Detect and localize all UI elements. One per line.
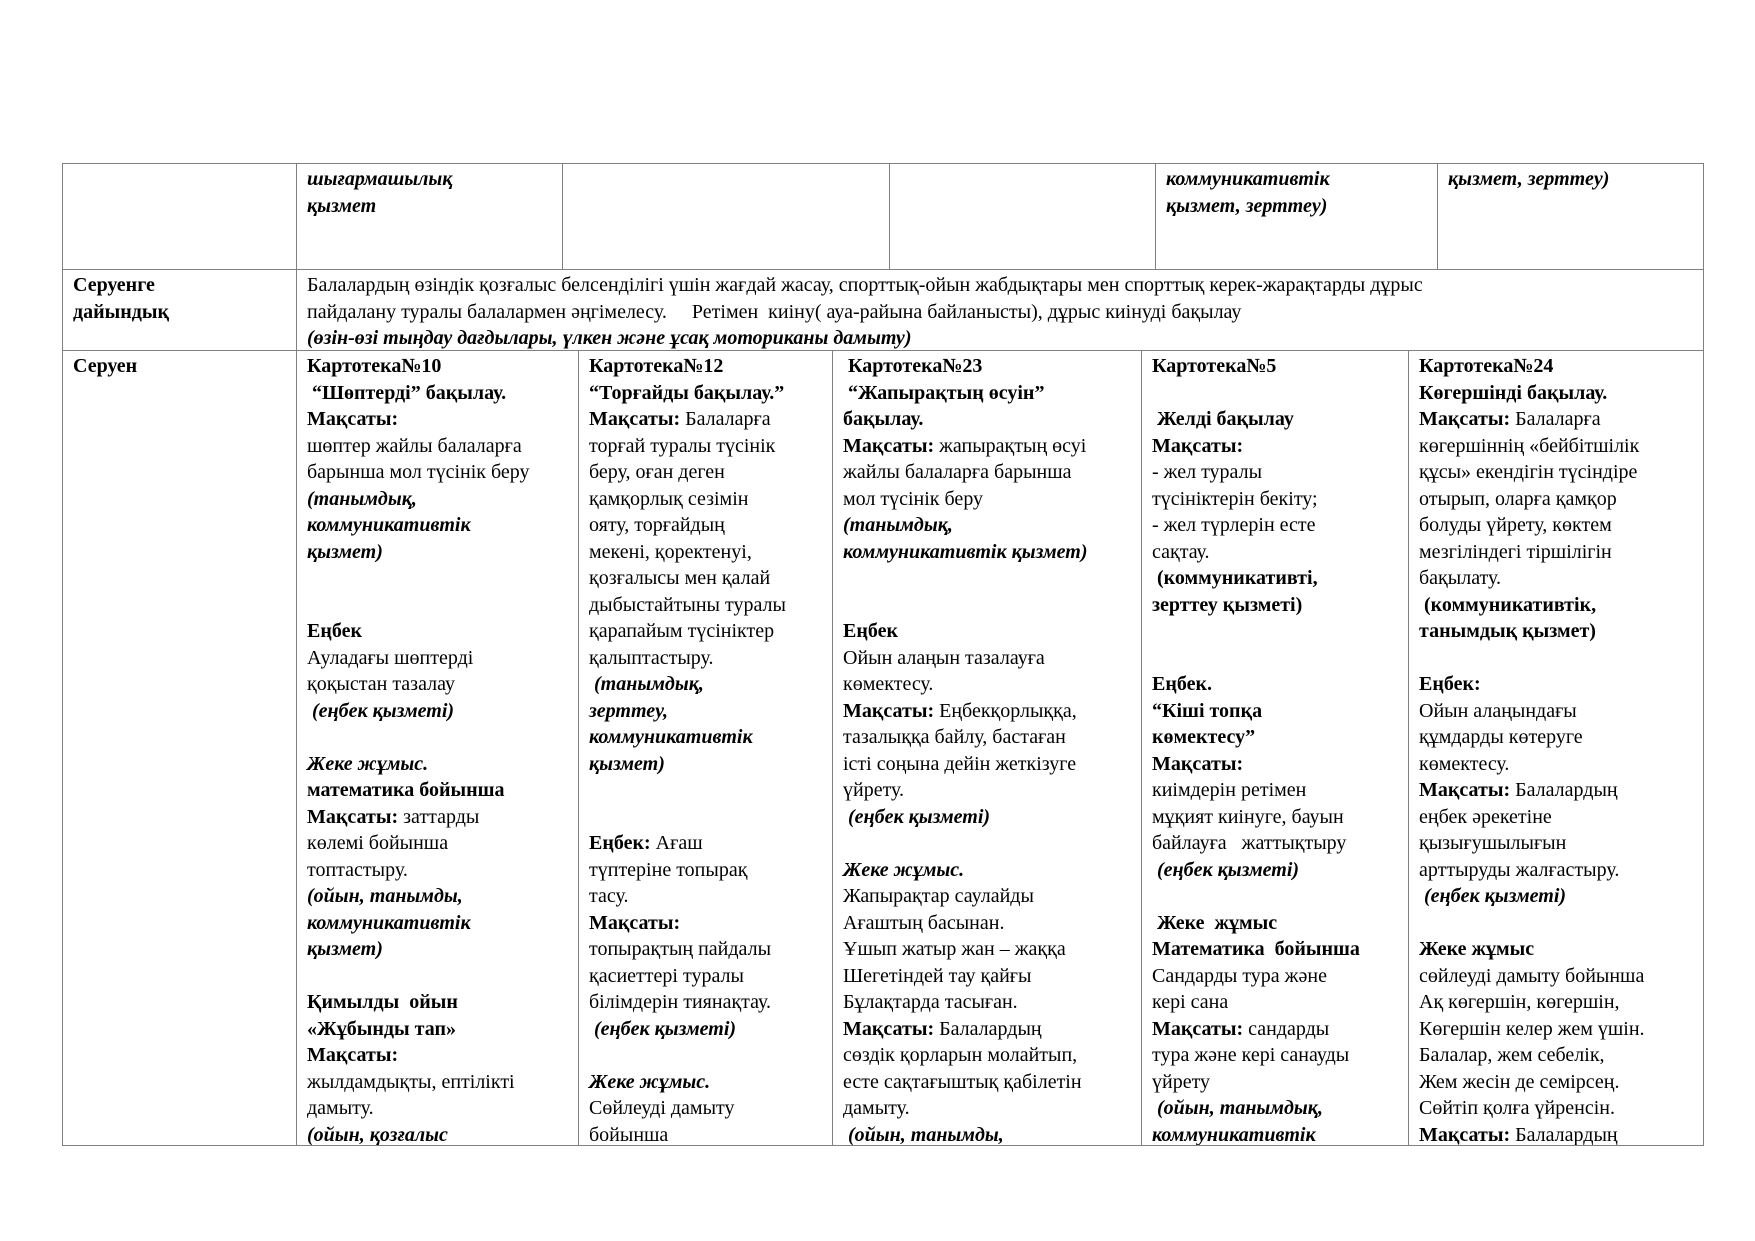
walk-col4-line: коммуникативтік: [1152, 1123, 1316, 1145]
label-text: Балаларға: [1510, 408, 1601, 430]
walk-col2-line: Картотека№12: [589, 355, 724, 377]
walk-col5-line: (еңбек қызметі): [1419, 885, 1567, 907]
walk-col5-line: Жеке жұмыс: [1419, 938, 1535, 960]
walk-col5-line: бақылату.: [1419, 567, 1502, 589]
walk-col2-line: қалыптастыру.: [589, 646, 714, 669]
walk-col5-line: Көгершін келер жем үшін.: [1419, 1017, 1645, 1040]
walk-col1-line: математика бойынша: [307, 779, 505, 801]
walk-col4-line: Сандарды тура және: [1152, 964, 1327, 987]
prep-text: [297, 272, 1703, 352]
label-bold: Мақсаты:: [1419, 408, 1511, 430]
walk-col3-line: Картотека№23: [843, 355, 983, 377]
walk-col1-line: [307, 724, 568, 751]
walk-col2-line: (еңбек қызметі): [589, 1017, 737, 1040]
walk-col5-line: құмдарды көтеруге: [1419, 726, 1583, 748]
walk-col-3: [833, 353, 1141, 1145]
walk-col1-line: шөптер жайлы балаларға: [307, 434, 522, 457]
walk-col1-line: Картотека№10: [307, 355, 442, 377]
walk-col1-line: топтастыру.: [307, 858, 408, 881]
walk-col1-line: жылдамдықты, ептілікті: [307, 1070, 515, 1093]
walk-col1-line: қызмет): [307, 938, 383, 960]
walk-col1-line: қоқыстан тазалау: [307, 673, 455, 695]
walk-col1-line: «Жұбынды тап»: [307, 1017, 456, 1040]
walk-col1-line: [307, 804, 568, 831]
walk-col2-line: қамқорлық сезімін: [589, 487, 749, 510]
cont-cell-2-line-1: шығармашылық: [307, 168, 453, 190]
walk-col1-line: Қимылды ойын: [307, 991, 458, 1013]
cont-cell-2-line-2: қызмет: [307, 194, 377, 217]
cont-cell-6-line-1: қызмет, зерттеу): [1448, 168, 1610, 190]
walk-col2-line: қарапайым түсініктер: [589, 620, 775, 642]
walk-col3-line: Жапырақтар саулайды: [843, 885, 1034, 907]
label-text: Балаларға: [680, 408, 771, 430]
walk-col3-line: Ойын алаңын тазалауға: [843, 646, 1045, 669]
walk-col-2: [579, 353, 832, 1145]
walk-col4-line: [1152, 883, 1398, 910]
walk-col4-line: байлауға жаттықтыру: [1152, 832, 1347, 854]
walk-col5-line: құсы» екендігін түсіндіре: [1419, 461, 1638, 483]
walk-col5-line: Балалар, жем себелік,: [1419, 1044, 1605, 1066]
walk-col1-line: коммуникативтік: [307, 514, 471, 536]
label-bold: Мақсаты:: [307, 805, 399, 828]
cont-cell-6: [1438, 166, 1704, 193]
walk-col1-line: Жеке жұмыс.: [307, 752, 429, 775]
walk-col4-line: киімдерін ретімен: [1152, 779, 1307, 801]
walk-col3-line: [843, 1016, 1131, 1043]
walk-col4-line: (коммуникативті,: [1152, 567, 1318, 589]
walk-col3-line: бақылау.: [843, 408, 924, 430]
walk-col5-line: көмектесу.: [1419, 752, 1510, 775]
walk-col2-line: [589, 1042, 822, 1069]
table-row-walk: [62, 350, 1704, 1146]
walk-col3-line: мол түсінік беру: [843, 487, 984, 510]
walk-col1-line: дамыту.: [307, 1097, 374, 1119]
walk-col3-line: есте сақтағыштық қабілетін: [843, 1070, 1082, 1093]
table-row-continuation: [62, 163, 1704, 270]
walk-col3-line: Ұшып жатыр жан – жаққа: [843, 938, 1066, 960]
walk-col3-line: [843, 565, 1131, 592]
walk-col3-line: жайлы балаларға барынша: [843, 461, 1072, 483]
label-text: жапырақтың өсуі: [934, 434, 1087, 457]
prep-text-line-1: Балалардың өзіндік қозғалыс белсенділігі үшін жағдай жасау, спорттық-ойын жабдықтары мен спорттық керек-жарақтарды дұрыс: [307, 274, 1423, 296]
prep-text-line-3: (өзін-өзі тыңдау дағдылары, үлкен және ұсақ моториканы дамыту): [307, 327, 912, 349]
walk-col4-line: - жел түрлерін есте: [1152, 514, 1316, 536]
prep-label-line-2: дайындық: [73, 300, 170, 323]
walk-col2-line: қызмет): [589, 752, 665, 775]
walk-col5-line: [1419, 1122, 1694, 1146]
walk-col2-line: Мақсаты:: [589, 911, 681, 934]
walk-col4-line: тура және кері санауды: [1152, 1044, 1350, 1066]
walk-col1-line: [307, 565, 568, 592]
walk-col5-line: [1419, 910, 1694, 937]
walk-col5-line: (коммуникативтік,: [1419, 593, 1597, 616]
walk-col3-line: коммуникативтік қызмет): [843, 540, 1088, 563]
walk-col2-line: [589, 804, 822, 831]
walk-col4-line: кері сана: [1152, 991, 1229, 1013]
cont-cell-5-line-1: коммуникативтік: [1166, 168, 1330, 190]
walk-col2-line: торғай туралы түсінік: [589, 434, 776, 457]
walk-col3-line: (ойын, танымды,: [843, 1123, 1004, 1145]
walk-col2-line: ояту, торғайдың: [589, 514, 725, 536]
label-bold: Мақсаты:: [843, 1017, 935, 1040]
prep-label: [63, 272, 296, 325]
walk-col4-line: Мақсаты:: [1152, 434, 1244, 457]
walk-col4-line: [1152, 380, 1398, 407]
walk-col4-line: (ойын, танымдық,: [1152, 1097, 1323, 1119]
label-text: Балалардың: [934, 1017, 1042, 1040]
walk-col5-line: болуды үйрету, көктем: [1419, 514, 1612, 536]
prep-text-line-2: пайдалану туралы балалармен әңгімелесу. Ретімен киіну( ауа-райына байланысты), дұрыс киінуді бақылау: [307, 300, 1242, 323]
walk-col3-line: Шегетіндей тау қайғы: [843, 964, 1032, 987]
walk-label-text: Серуен: [73, 355, 138, 377]
walk-col3-line: [843, 830, 1131, 857]
walk-col5-line: Сөйтіп қолға үйренсін.: [1419, 1097, 1615, 1119]
walk-col4-line: зерттеу қызметі): [1152, 593, 1303, 616]
walk-col5-line: қызығушылығын: [1419, 832, 1567, 854]
walk-col3-line: (еңбек қызметі): [843, 805, 991, 828]
walk-col4-line: Еңбек.: [1152, 673, 1212, 695]
walk-col3-line: (танымдық,: [843, 514, 953, 536]
walk-col1-line: (еңбек қызметі): [307, 699, 455, 722]
walk-col3-line: істі соңына дейін жеткізуге: [843, 752, 1077, 775]
walk-col3-line: дамыту.: [843, 1097, 910, 1119]
label-bold: Мақсаты:: [1152, 1017, 1244, 1040]
walk-col3-line: Еңбек: [843, 620, 898, 642]
label-text: Ағаш: [650, 832, 703, 854]
walk-col2-line: қасиеттері туралы: [589, 964, 744, 987]
walk-col2-line: [589, 830, 822, 857]
walk-col2-line: дыбыстайтыны туралы: [589, 593, 786, 616]
walk-col2-line: топырақтың пайдалы: [589, 938, 772, 960]
table-row-preparation: [62, 269, 1704, 351]
walk-col3-line: “Жапырақтың өсуін”: [843, 381, 1045, 404]
walk-col2-line: түптеріне топырақ: [589, 858, 748, 881]
walk-col1-line: (ойын, қозғалыс: [307, 1123, 448, 1145]
walk-col1-line: [307, 963, 568, 990]
walk-col5-line: Көгершінді бақылау.: [1419, 381, 1608, 404]
walk-col5-line: еңбек әрекетіне: [1419, 805, 1552, 828]
walk-col1-line: (танымдық,: [307, 487, 417, 510]
walk-col4-line: - жел туралы: [1152, 461, 1263, 483]
walk-col5-line: [1419, 645, 1694, 672]
walk-col3-line: [843, 433, 1131, 460]
walk-col1-line: Мақсаты:: [307, 408, 399, 430]
walk-col2-line: [589, 406, 822, 433]
label-bold: Еңбек:: [589, 832, 651, 854]
walk-col1-line: “Шөптерді” бақылау.: [307, 381, 507, 404]
walk-col2-line: Сөйлеуді дамыту: [589, 1097, 735, 1119]
walk-col2-line: мекені, қоректенуі,: [589, 540, 752, 563]
walk-col5-line: көгершіннің «бейбітшілік: [1419, 434, 1640, 457]
walk-col5-line: [1419, 406, 1694, 433]
label-bold: Мақсаты:: [843, 434, 935, 457]
walk-col1-line: (ойын, танымды,: [307, 885, 463, 907]
label-text: Балалардың: [1510, 779, 1618, 801]
walk-col4-line: үйрету: [1152, 1070, 1211, 1093]
walk-col5-line: сөйлеуді дамыту бойынша: [1419, 964, 1645, 987]
walk-col2-line: бойынша: [589, 1123, 669, 1145]
walk-col3-line: Жеке жұмыс.: [843, 858, 965, 881]
walk-col2-line: [589, 777, 822, 804]
label-text: сандарды: [1243, 1017, 1330, 1040]
walk-col1-line: қызмет): [307, 540, 383, 563]
label-bold: Мақсаты:: [589, 408, 681, 430]
walk-col1-line: Ауладағы шөптерді: [307, 646, 474, 669]
walk-col5-line: Ақ көгершін, көгершін,: [1419, 991, 1620, 1013]
walk-col-4: [1142, 353, 1408, 1145]
cont-cell-5-line-2: қызмет, зерттеу): [1166, 194, 1328, 217]
walk-col3-line: [843, 592, 1131, 619]
walk-col4-line: [1152, 645, 1398, 672]
label-bold: Мақсаты:: [843, 699, 935, 722]
walk-col1-line: коммуникативтік: [307, 911, 471, 934]
walk-col3-line: [843, 698, 1131, 725]
walk-col2-line: қозғалысы мен қалай: [589, 567, 771, 589]
walk-col4-line: көмектесу”: [1152, 726, 1256, 748]
walk-col1-line: барынша мол түсінік беру: [307, 461, 530, 483]
walk-col4-line: [1152, 618, 1398, 645]
walk-col2-line: беру, оған деген: [589, 461, 725, 483]
walk-col4-line: сақтау.: [1152, 540, 1210, 563]
label-text: заттарды: [398, 805, 480, 828]
walk-col2-line: тасу.: [589, 885, 629, 907]
walk-col2-line: (танымдық,: [589, 673, 704, 695]
walk-col2-line: зерттеу,: [589, 699, 669, 722]
label-text: Еңбекқорлыққа,: [934, 699, 1077, 722]
walk-col3-line: Ағаштың басынан.: [843, 911, 1005, 934]
walk-col5-line: танымдық қызмет): [1419, 620, 1596, 642]
cont-cell-2: [297, 166, 562, 219]
walk-col3-line: үйрету.: [843, 779, 905, 801]
walk-col4-line: Желді бақылау: [1152, 408, 1294, 430]
walk-col4-line: Картотека№5: [1152, 355, 1277, 377]
walk-col4-line: Мақсаты:: [1152, 752, 1244, 775]
walk-col5-line: Ойын алаңындағы: [1419, 699, 1577, 722]
walk-col4-line: “Кіші топқа: [1152, 699, 1263, 722]
walk-label: [63, 353, 296, 380]
walk-col2-line: коммуникативтік: [589, 726, 753, 748]
walk-col2-line: Жеке жұмыс.: [589, 1070, 711, 1093]
prep-label-line-1: Серуенге: [73, 274, 155, 296]
walk-col3-line: сөздік қорларын молайтып,: [843, 1044, 1078, 1066]
walk-col1-line: [307, 592, 568, 619]
walk-col-1: [297, 353, 578, 1145]
label-bold: Мақсаты:: [1419, 1123, 1511, 1145]
cont-cell-5: [1156, 166, 1437, 219]
walk-col2-line: “Торғайды бақылау.”: [589, 381, 785, 404]
walk-col4-line: мұқият киінуге, бауын: [1152, 805, 1344, 828]
walk-col4-line: түсініктерін бекіту;: [1152, 487, 1318, 510]
label-bold: Мақсаты:: [1419, 779, 1511, 801]
walk-col1-line: көлемі бойынша: [307, 832, 449, 854]
walk-col5-line: арттыруды жалғастыру.: [1419, 858, 1620, 881]
walk-col1-line: Мақсаты:: [307, 1044, 399, 1066]
label-text: Балалардың: [1510, 1123, 1618, 1145]
walk-col3-line: тазалыққа байлу, бастаған: [843, 726, 1066, 748]
walk-col4-line: Жеке жұмыс: [1152, 911, 1278, 934]
walk-col5-line: отырып, оларға қамқор: [1419, 487, 1617, 510]
walk-col4-line: Математика бойынша: [1152, 938, 1360, 960]
walk-col2-line: білімдерін тиянақтау.: [589, 991, 772, 1013]
walk-col5-line: [1419, 777, 1694, 804]
walk-col-5: [1409, 353, 1704, 1145]
walk-col4-line: (еңбек қызметі): [1152, 858, 1300, 881]
walk-col5-line: Картотека№24: [1419, 355, 1554, 377]
walk-col5-line: Жем жесін де семірсең.: [1419, 1070, 1620, 1093]
walk-col3-line: Бұлақтарда тасыған.: [843, 991, 1018, 1013]
walk-col1-line: Еңбек: [307, 620, 362, 642]
walk-col5-line: Еңбек:: [1419, 673, 1481, 695]
walk-col5-line: мезгіліндегі тіршілігін: [1419, 540, 1612, 563]
walk-col4-line: [1152, 1016, 1398, 1043]
walk-col3-line: көмектесу.: [843, 673, 934, 695]
